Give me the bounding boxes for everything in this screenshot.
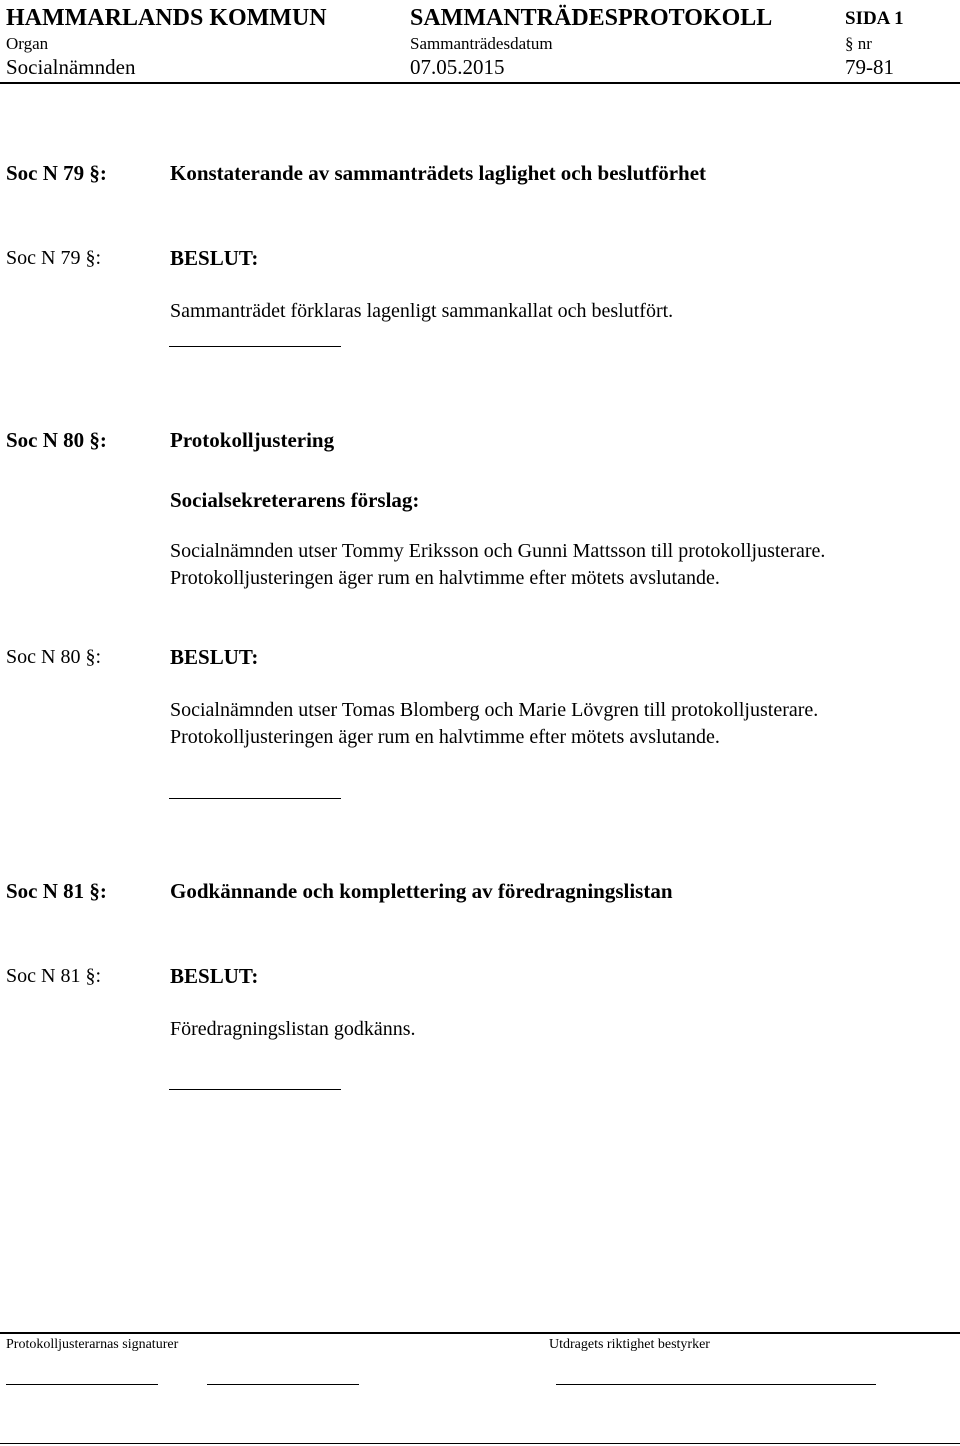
s81-title: Godkännande och komplettering av föredragningslistan xyxy=(170,879,673,903)
nr-label: § nr xyxy=(845,34,872,53)
header-rule xyxy=(0,82,960,84)
signatures-label: Protokolljusterarnas signaturer xyxy=(6,1337,179,1352)
s80-title-ref: Soc N 80 §: xyxy=(6,428,107,452)
s79-beslut-ref: Soc N 79 §: xyxy=(6,247,101,269)
signature-line xyxy=(6,1384,158,1385)
s79-beslut-text: Sammanträdet förklaras lagenligt sammankallat och beslutfört. xyxy=(170,300,674,322)
s80-proposal-line1: Socialnämnden utser Tommy Eriksson och Gunni Mattsson till protokolljusterare. xyxy=(170,540,826,562)
organ-label: Organ xyxy=(6,34,49,53)
s80-beslut-line1: Socialnämnden utser Tomas Blomberg och Marie Lövgren till protokolljusterare. xyxy=(170,699,819,721)
date-value: 07.05.2015 xyxy=(410,55,505,79)
s81-title-ref: Soc N 81 §: xyxy=(6,879,107,903)
s81-beslut-ref: Soc N 81 §: xyxy=(6,965,101,987)
signature-line xyxy=(207,1384,359,1385)
page-number: SIDA 1 xyxy=(845,8,904,29)
organ-value: Socialnämnden xyxy=(6,55,136,79)
footer-rule xyxy=(0,1332,960,1334)
s81-beslut-text: Föredragningslistan godkänns. xyxy=(170,1018,416,1040)
s80-beslut-line2: Protokolljusteringen äger rum en halvtimme efter mötets avslutande. xyxy=(170,726,720,748)
s79-title: Konstaterande av sammanträdets laglighet och beslutförhet xyxy=(170,161,707,185)
s79-title-ref: Soc N 79 §: xyxy=(6,161,107,185)
section-divider xyxy=(169,798,341,799)
section-divider xyxy=(169,1089,341,1090)
nr-value: 79-81 xyxy=(845,55,894,79)
bottom-rule xyxy=(0,1443,960,1444)
section-divider xyxy=(169,346,341,347)
certify-signature-line xyxy=(556,1384,876,1385)
s81-beslut-label: BESLUT: xyxy=(170,964,259,988)
s80-proposal-line2: Protokolljusteringen äger rum en halvtimme efter mötets avslutande. xyxy=(170,567,720,589)
document-type: SAMMANTRÄDESPROTOKOLL xyxy=(410,5,773,31)
date-label: Sammanträdesdatum xyxy=(410,34,553,53)
s80-beslut-ref: Soc N 80 §: xyxy=(6,646,101,668)
s80-beslut-label: BESLUT: xyxy=(170,645,259,669)
municipality-name: HAMMARLANDS KOMMUN xyxy=(6,5,327,31)
s79-beslut-label: BESLUT: xyxy=(170,246,259,270)
certify-label: Utdragets riktighet bestyrker xyxy=(549,1337,710,1352)
s80-title: Protokolljustering xyxy=(170,428,335,452)
s80-proposal-label: Socialsekreterarens förslag: xyxy=(170,488,420,512)
